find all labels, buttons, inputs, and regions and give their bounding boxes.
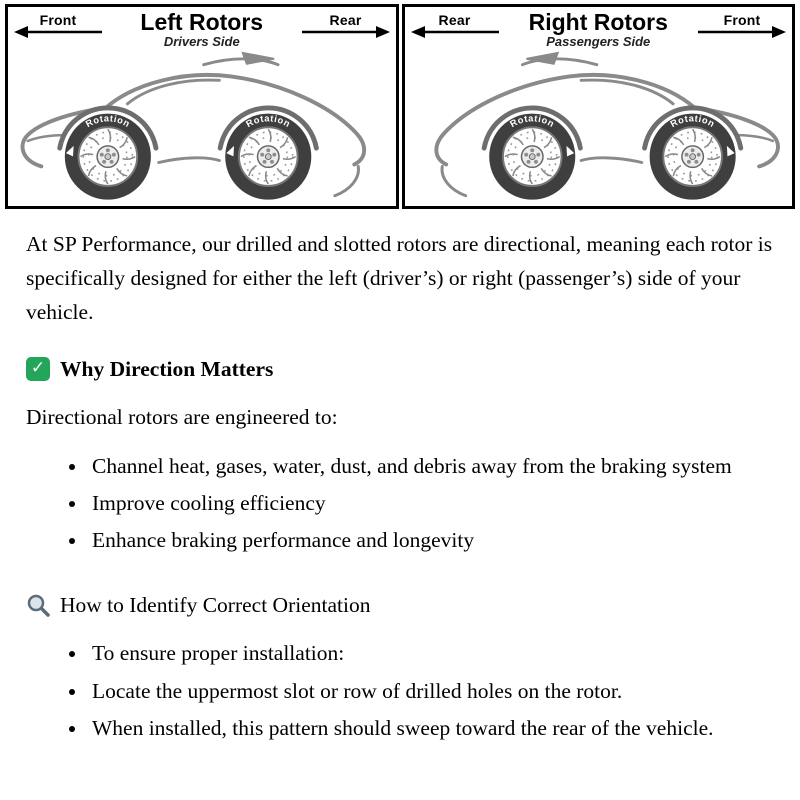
left-arrow-icon [411,26,499,38]
intro-paragraph: At SP Performance, our drilled and slotted rotors are directional, meaning each rotor is specifically designed for either the left (driver’s) or right (passenger’s) side of your vehicle. [26,231,773,325]
rotation-label: Rotation [507,113,556,130]
list-item: • Locate the uppermost slot or row of drilled holes on the rotor. [88,674,774,708]
magnifier-icon [26,593,50,617]
right-panel-title: Right Rotors [528,9,668,35]
list-item: • Enhance braking performance and longevity [88,523,774,557]
list-item: • To ensure proper installation: [88,636,774,670]
right-arrow-icon [302,26,390,38]
article-body [0,211,800,770]
section-heading-why-direction-matters [26,352,774,386]
list-item: • Improve cooling efficiency [88,486,774,520]
orientation-list [26,636,774,745]
section-heading-text: How to Identify Correct Orientation [60,592,371,617]
rotation-label: Rotation [668,113,717,130]
rear-wheel-rotor [225,114,311,200]
front-wheel-rotor [649,114,735,200]
right-panel-titles [501,10,697,49]
left-panel-subtitle: Drivers Side [163,34,240,50]
rotor-direction-diagram [0,0,800,211]
front-direction-label [12,10,104,38]
list-item: • When installed, this pattern should sweep toward the rear of the vehicle. [88,711,774,745]
benefits-list [26,449,774,558]
rear-direction-label [300,10,392,38]
rear-label: Rear [329,12,362,28]
left-car-illustration [12,51,392,206]
rotation-label: Rotation [83,113,132,130]
front-direction-label [696,10,788,38]
rear-label: Rear [438,12,471,28]
left-arrow-icon [14,26,102,38]
right-panel-header [409,10,789,49]
section-heading-identify-orientation [26,588,774,622]
left-panel-title: Left Rotors [140,9,264,35]
front-label: Front [723,12,761,28]
front-label: Front [39,12,77,28]
section-heading-text: Why Direction Matters [60,356,274,381]
right-car-illustration [409,51,789,206]
list-item: • Channel heat, gases, water, dust, and debris away from the braking system [88,449,774,483]
right-rotors-panel [402,4,796,209]
check-icon: ✓ [26,357,50,381]
right-panel-subtitle: Passengers Side [546,34,651,50]
rear-wheel-rotor [489,114,575,200]
lead-paragraph: Directional rotors are engineered to: [26,405,338,430]
left-panel-titles [104,10,300,49]
left-rotors-panel [5,4,399,209]
rotation-label: Rotation [244,113,293,130]
right-arrow-icon [698,26,786,38]
front-wheel-rotor [65,114,151,200]
rear-direction-label [409,10,501,38]
left-panel-header [12,10,392,49]
